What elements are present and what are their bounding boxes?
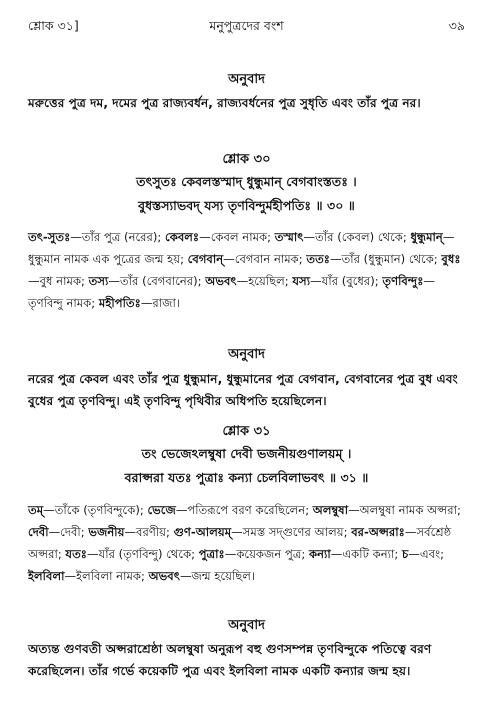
synonym-term: যস্য bbox=[292, 274, 311, 288]
synonyms-31 bbox=[28, 499, 465, 587]
synonym-meaning: —একটি কন্যা; bbox=[330, 547, 402, 561]
synonym-meaning: —তৃণবিন্দু নামক; bbox=[28, 274, 435, 310]
synonym-term: পুত্রাঃ bbox=[198, 547, 225, 561]
header-verse-ref: শ্লোক ৩১] bbox=[28, 18, 79, 33]
synonym-meaning: —বরণীয়; bbox=[124, 525, 174, 539]
synonym-meaning: —বেগবান নামক; bbox=[223, 252, 307, 266]
synonym-meaning: —রাজা। bbox=[140, 296, 181, 310]
synonym-meaning: —জন্ম হয়েছিল। bbox=[179, 569, 256, 583]
synonym-term: কেবলঃ bbox=[165, 230, 200, 244]
synonym-meaning: —দেবী; bbox=[48, 525, 89, 539]
synonym-meaning: —কেবল নামক; bbox=[199, 230, 275, 244]
translation-text-2: নরের পুত্র কেবল এবং তাঁর পুত্র ধুন্ধুমান, ধুন্ধুমানের পুত্র বেগবান, বেগবানের পুত্র বুধ এবং বুধের পুত্র তৃণবিন্দু। এই তৃণবিন্দু পৃথিবীর অধিপতি হয়েছিলেন। bbox=[28, 372, 458, 408]
translation-heading-1: অনুবাদ bbox=[228, 72, 265, 87]
synonym-meaning: —ধুন্ধুমান নামক এক পুত্রের জন্ম হয়; bbox=[28, 230, 455, 266]
synonym-meaning: —বুধ নামক; bbox=[28, 274, 89, 288]
translation-text-3: অত্যন্ত গুণবতী অপ্সরাশ্রেষ্ঠা অলম্বুষা অনুরূপ বহু গুণসম্পন্ন তৃণবিন্দুকে পতিত্বে বরণ করেছিলেন। তাঁর গর্ভে কয়েকটি পুত্র এবং ইলবিলা নামক একটি কন্যার জন্ম হয়। bbox=[28, 642, 432, 678]
synonym-meaning: —অলম্বুষা নামক অপ্সরা; bbox=[348, 503, 461, 517]
synonym-meaning: —তাঁর (ধুন্ধুমান) থেকে; bbox=[329, 252, 442, 266]
synonym-term: যতঃ bbox=[65, 547, 87, 561]
synonym-meaning: —তাঁকে (তৃণবিন্দুকে); bbox=[43, 503, 148, 517]
synonym-meaning: —সর্বশ্রেষ্ঠ অপ্সরা; bbox=[28, 525, 452, 561]
synonym-term: অলম্বুষা bbox=[312, 503, 349, 517]
synonym-term: মহীপতিঃ bbox=[98, 296, 141, 310]
translation-heading-3: অনুবাদ bbox=[228, 618, 265, 633]
synonym-term: তৎ-সুতঃ bbox=[28, 230, 71, 244]
synonym-meaning: —সমস্ত সদ্গুণের আলয়; bbox=[231, 525, 352, 539]
synonym-meaning: —যাঁর (বুধের); bbox=[310, 274, 383, 288]
synonym-meaning: —যাঁর (তৃণবিন্দু) থেকে; bbox=[86, 547, 199, 561]
synonym-term: চ bbox=[401, 547, 409, 561]
synonyms-30 bbox=[28, 226, 465, 314]
synonym-term: অভবৎ bbox=[148, 569, 180, 583]
synonym-term: কন্যা bbox=[308, 547, 331, 561]
running-header bbox=[28, 18, 465, 38]
synonym-meaning: —হয়েছিল; bbox=[236, 274, 293, 288]
verse-30-line-1: তৎসুতঃ কেবলস্তস্মাদ্ ধুন্ধুমান্ বেগবাংস্ততঃ । bbox=[136, 174, 357, 189]
synonym-term: বর-অপ্সরাঃ bbox=[351, 525, 405, 539]
synonym-term: তম্ bbox=[28, 503, 44, 517]
header-chapter-title: মনুপুত্রদের বংশ bbox=[209, 18, 284, 33]
synonym-meaning: —তাঁর (কেবল) থেকে; bbox=[303, 230, 411, 244]
synonym-term: ততঃ bbox=[306, 252, 330, 266]
synonym-term: অভবৎ bbox=[205, 274, 237, 288]
verse-31-label: শ্লোক ৩১ bbox=[222, 424, 271, 439]
synonym-term: তস্য bbox=[88, 274, 109, 288]
synonym-meaning: —তাঁর পুত্র (নরের); bbox=[70, 230, 166, 244]
synonym-meaning: —তাঁর (বেগবানের); bbox=[108, 274, 206, 288]
verse-31-line-2: বরাপ্সরা যতঃ পুত্রাঃ কন্যা চেলবিলাভবৎ ॥ ৩১ ॥ bbox=[124, 470, 369, 485]
synonym-term: ইলবিলা bbox=[28, 569, 65, 583]
synonym-term: বেগবান্ bbox=[187, 252, 224, 266]
verse-30-label: শ্লোক ৩০ bbox=[222, 152, 271, 167]
synonym-meaning: —ইলবিলা নামক; bbox=[64, 569, 149, 583]
synonym-term: ভেজে bbox=[147, 503, 176, 517]
translation-heading-2: অনুবাদ bbox=[228, 347, 265, 362]
synonym-term: ধুন্ধুমান্ bbox=[410, 230, 443, 244]
translation-text-1: মরুত্তের পুত্র দম, দমের পুত্র রাজ্যবর্ধন, রাজ্যবর্ধনের পুত্র সুধৃতি এবং তাঁর পুত্র নর। bbox=[28, 96, 421, 110]
synonym-term: বুধঃ bbox=[441, 252, 461, 266]
synonym-term: দেবী bbox=[28, 525, 49, 539]
page-number: ৩৯ bbox=[448, 18, 465, 33]
synonym-meaning: —কয়েকজন পুত্র; bbox=[224, 547, 309, 561]
synonym-term: তৃণবিন্দুঃ bbox=[382, 274, 424, 288]
synonym-term: ভজনীয় bbox=[88, 525, 125, 539]
synonym-meaning: —এবং; bbox=[408, 547, 444, 561]
verse-31-line-1: তং ভেজেঽলম্বুষা দেবী ভজনীয়গুণালয়ম্ । bbox=[141, 446, 352, 461]
synonym-meaning: —পতিরূপে বরণ করেছিলেন; bbox=[175, 503, 313, 517]
verse-30-line-2: বুধস্তস্যাভবদ্ যস্য তৃণবিন্দুর্মহীপতিঃ ॥ ৩০ ॥ bbox=[138, 198, 355, 213]
synonym-term: গুণ-আলয়ম্ bbox=[173, 525, 232, 539]
synonym-term: তস্মাৎ bbox=[274, 230, 304, 244]
